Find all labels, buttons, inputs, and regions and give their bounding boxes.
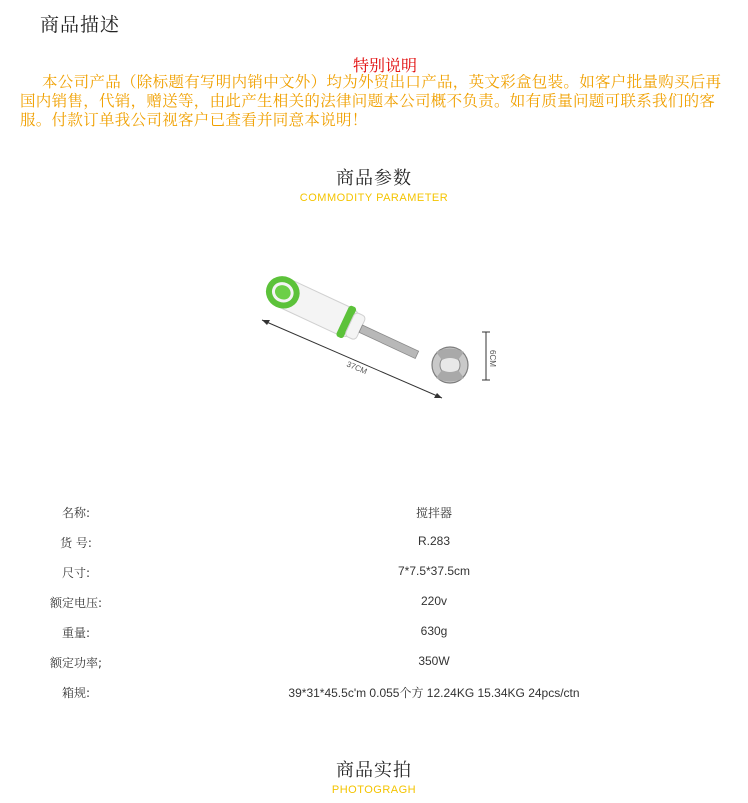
parameter-row xyxy=(0,498,748,528)
parameters-table xyxy=(0,498,748,708)
notice-title: 特别说明 xyxy=(352,56,417,75)
notice-body: 本公司产品（除标题有写明内销中文外）均为外贸出口产品，英文彩盒包装。如客户批量购买后再国内销售，代销，赠送等，由此产生相关的法律问题本公司概不负责。如有质量问题可联系我们的客服。付款订单我公司视客户已查看并同意本说明！ xyxy=(20,73,722,129)
parameter-label: 名称: xyxy=(61,506,91,520)
parameter-label: 箱规: xyxy=(61,686,91,700)
parameter-value: 350W xyxy=(418,654,450,668)
length-dimension-label: 37CM xyxy=(345,359,369,377)
parameter-value: 220v xyxy=(420,594,448,608)
parameter-value: 搅拌器 xyxy=(415,506,452,520)
head-dimension-label: 6CM xyxy=(488,350,497,367)
parameter-label: 额定电压: xyxy=(49,596,103,610)
blender-head xyxy=(432,347,468,383)
parameter-value: R.283 xyxy=(417,534,451,548)
parameters-heading-en: COMMODITY PARAMETER xyxy=(299,192,449,204)
photo-heading xyxy=(0,756,748,796)
hand-blender-image xyxy=(250,270,500,410)
parameter-row xyxy=(0,558,748,588)
parameter-row xyxy=(0,678,748,708)
parameter-row xyxy=(0,528,748,558)
parameter-value: 39*31*45.5c'm 0.055个方 12.24KG 15.34KG 24pcs/ctn xyxy=(288,686,580,700)
parameter-value: 630g xyxy=(420,624,448,638)
parameter-label: 尺寸: xyxy=(61,566,91,580)
parameter-row xyxy=(0,648,748,678)
photo-heading-en: PHOTOGRAGH xyxy=(331,784,417,796)
parameter-label: 额定功率; xyxy=(49,656,103,670)
parameter-row xyxy=(0,618,748,648)
hand-blender-icon xyxy=(250,270,500,410)
section-title-description: 商品描述 xyxy=(40,14,121,36)
parameter-label: 重量: xyxy=(61,626,91,640)
blender-shaft xyxy=(359,325,419,358)
parameter-value: 7*7.5*37.5cm xyxy=(397,564,471,578)
parameter-label: 货 号: xyxy=(60,536,92,550)
photo-heading-cn: 商品实拍 xyxy=(336,760,412,781)
parameters-heading-cn: 商品参数 xyxy=(336,168,412,189)
parameter-row xyxy=(0,588,748,618)
parameters-heading xyxy=(0,164,748,204)
